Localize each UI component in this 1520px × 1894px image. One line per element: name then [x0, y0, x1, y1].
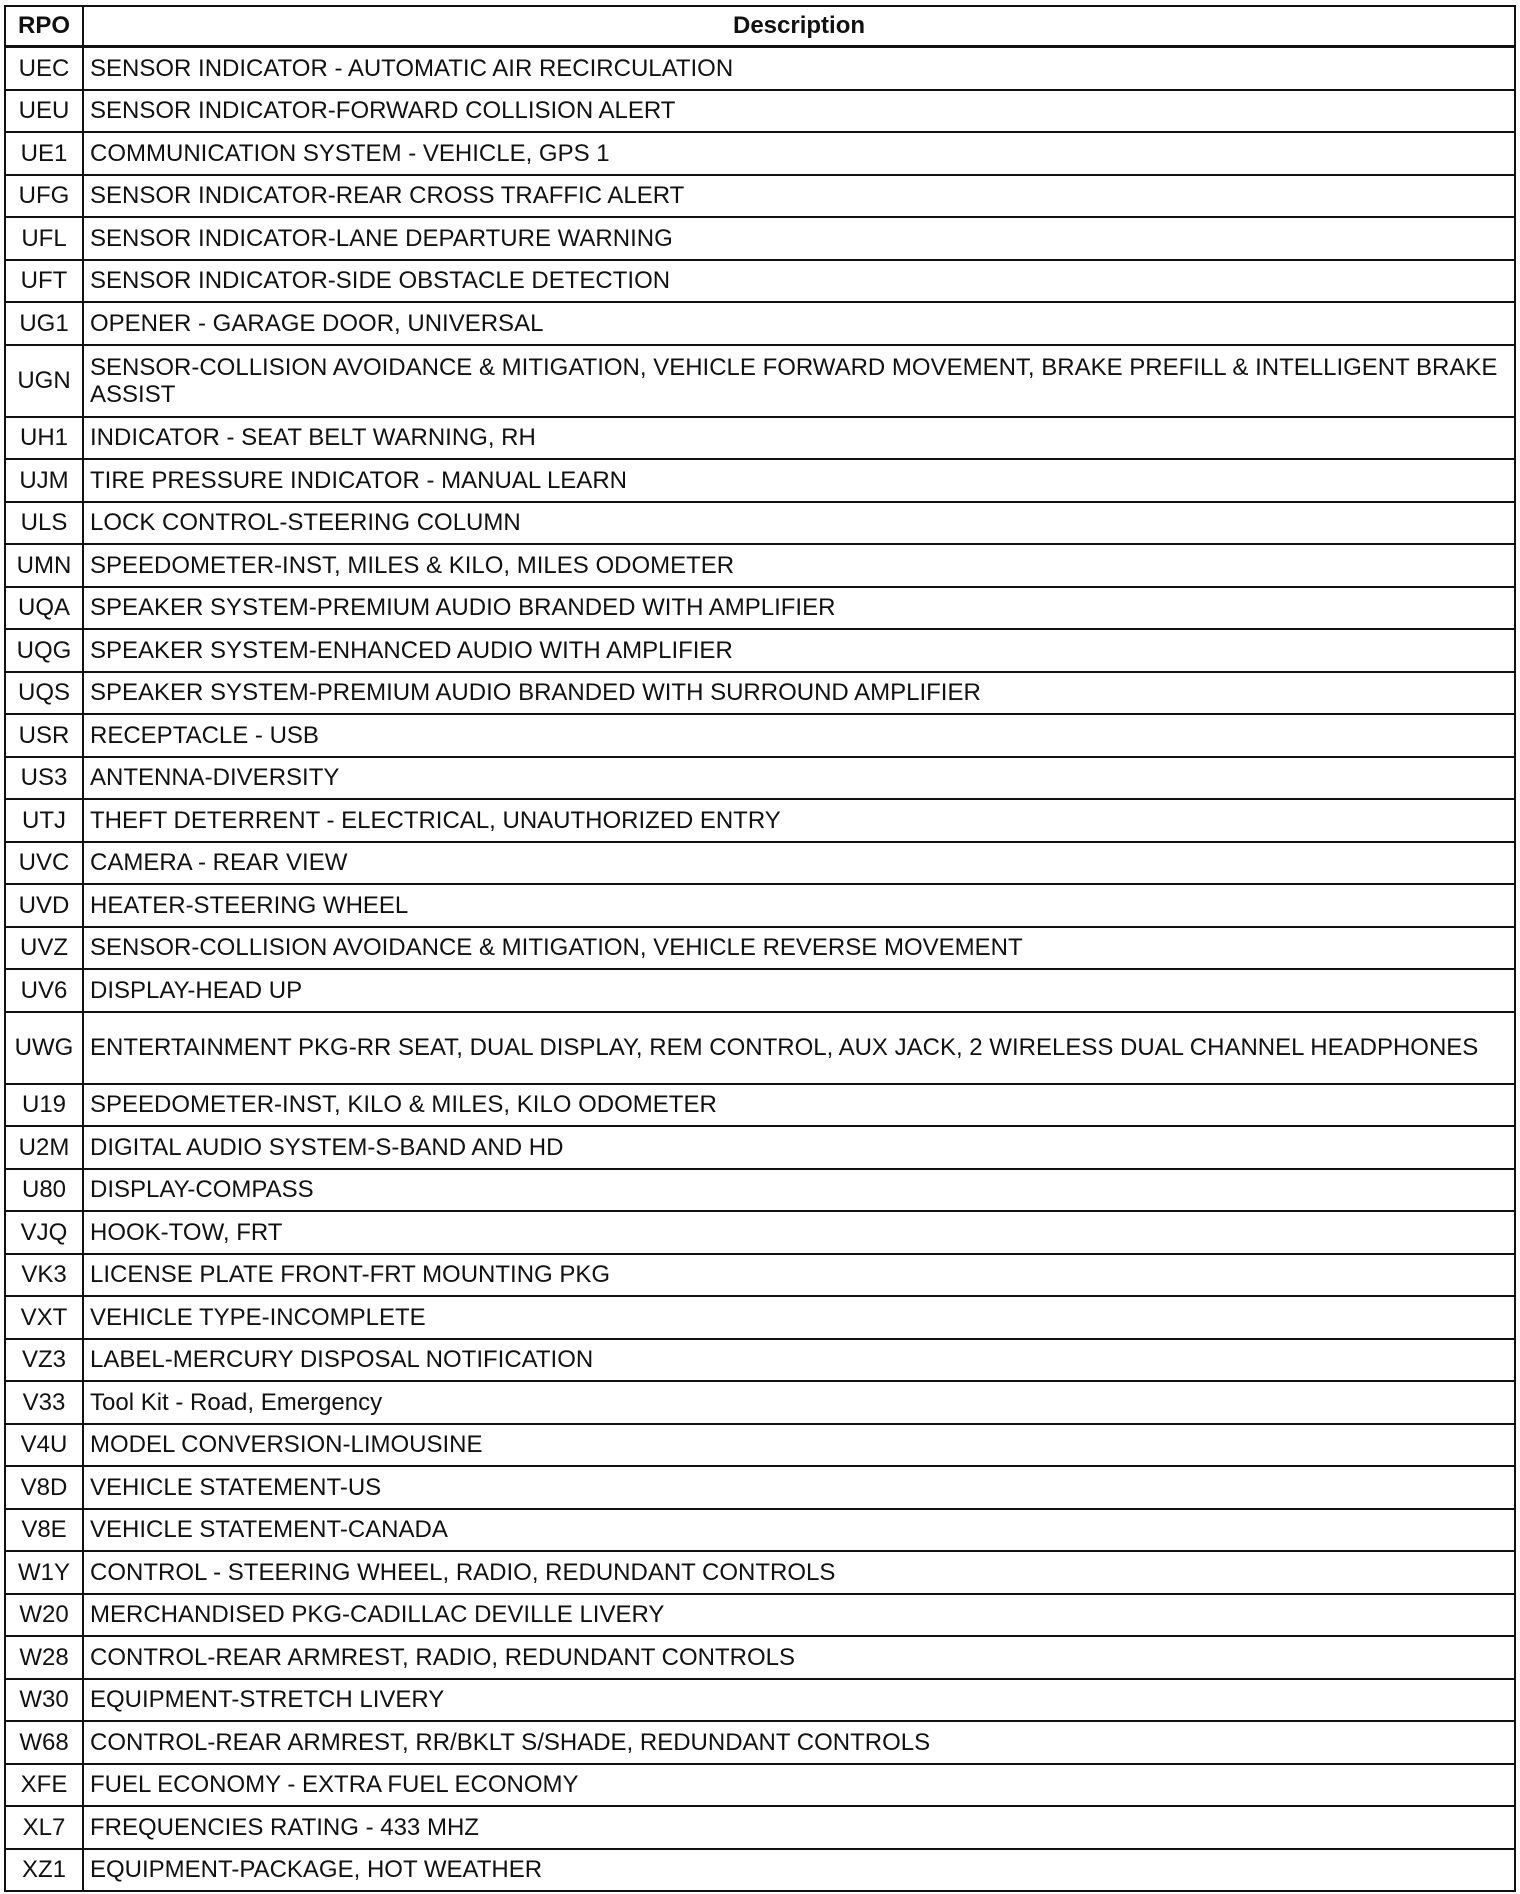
description-cell: Tool Kit - Road, Emergency: [83, 1381, 1515, 1424]
rpo-code-cell: V8D: [5, 1466, 83, 1509]
rpo-code-cell: UQA: [5, 587, 83, 630]
description-cell: SPEEDOMETER-INST, KILO & MILES, KILO ODOMETER: [83, 1084, 1515, 1127]
rpo-code-cell: UH1: [5, 417, 83, 460]
rpo-code-cell: UJM: [5, 459, 83, 502]
description-cell: SENSOR-COLLISION AVOIDANCE & MITIGATION, VEHICLE REVERSE MOVEMENT: [83, 927, 1515, 970]
table-row: [5, 1126, 1515, 1169]
description-cell: INDICATOR - SEAT BELT WARNING, RH: [83, 417, 1515, 460]
description-cell: SPEAKER SYSTEM-PREMIUM AUDIO BRANDED WITH AMPLIFIER: [83, 587, 1515, 630]
description-cell: SENSOR INDICATOR-LANE DEPARTURE WARNING: [83, 217, 1515, 260]
column-header-description: Description: [83, 6, 1515, 47]
rpo-code-cell: UQG: [5, 629, 83, 672]
table-row: [5, 629, 1515, 672]
rpo-code-cell: V4U: [5, 1424, 83, 1467]
table-row: [5, 1806, 1515, 1849]
table-row: [5, 969, 1515, 1012]
description-cell: DISPLAY-HEAD UP: [83, 969, 1515, 1012]
table-row: [5, 672, 1515, 715]
rpo-code-cell: VXT: [5, 1296, 83, 1339]
description-cell: CONTROL - STEERING WHEEL, RADIO, REDUNDANT CONTROLS: [83, 1551, 1515, 1594]
rpo-code-cell: UFT: [5, 260, 83, 303]
description-cell: RECEPTACLE - USB: [83, 714, 1515, 757]
rpo-code-cell: VK3: [5, 1254, 83, 1297]
rpo-code-cell: UTJ: [5, 799, 83, 842]
rpo-code-cell: U19: [5, 1084, 83, 1127]
table-row: [5, 714, 1515, 757]
table-row: [5, 842, 1515, 885]
description-cell: ANTENNA-DIVERSITY: [83, 757, 1515, 800]
table-row: [5, 345, 1515, 417]
description-cell: EQUIPMENT-PACKAGE, HOT WEATHER: [83, 1849, 1515, 1892]
rpo-code-cell: UE1: [5, 132, 83, 175]
table-row: [5, 1551, 1515, 1594]
description-cell: THEFT DETERRENT - ELECTRICAL, UNAUTHORIZED ENTRY: [83, 799, 1515, 842]
rpo-code-cell: V8E: [5, 1509, 83, 1552]
rpo-code-cell: W20: [5, 1594, 83, 1637]
rpo-table: [4, 5, 1516, 1892]
description-cell: ENTERTAINMENT PKG-RR SEAT, DUAL DISPLAY, REM CONTROL, AUX JACK, 2 WIRELESS DUAL CHANNEL HEADPHONES: [83, 1012, 1515, 1084]
table-row: [5, 757, 1515, 800]
table-header: [5, 6, 1515, 47]
rpo-code-cell: US3: [5, 757, 83, 800]
table-row: [5, 1012, 1515, 1084]
table-row: [5, 1679, 1515, 1722]
table-row: [5, 1296, 1515, 1339]
table-row: [5, 260, 1515, 303]
description-cell: FREQUENCIES RATING - 433 MHZ: [83, 1806, 1515, 1849]
table-row: [5, 417, 1515, 460]
description-cell: SENSOR INDICATOR-REAR CROSS TRAFFIC ALERT: [83, 175, 1515, 218]
rpo-code-cell: XZ1: [5, 1849, 83, 1892]
rpo-code-cell: UVZ: [5, 927, 83, 970]
rpo-code-cell: UFG: [5, 175, 83, 218]
rpo-code-cell: UGN: [5, 345, 83, 417]
description-cell: MERCHANDISED PKG-CADILLAC DEVILLE LIVERY: [83, 1594, 1515, 1637]
rpo-code-cell: W30: [5, 1679, 83, 1722]
description-cell: SPEAKER SYSTEM-ENHANCED AUDIO WITH AMPLIFIER: [83, 629, 1515, 672]
table-row: [5, 799, 1515, 842]
table-row: [5, 1509, 1515, 1552]
rpo-code-cell: W28: [5, 1636, 83, 1679]
rpo-code-cell: USR: [5, 714, 83, 757]
table-row: [5, 302, 1515, 345]
description-cell: LOCK CONTROL-STEERING COLUMN: [83, 502, 1515, 545]
table-row: [5, 884, 1515, 927]
description-cell: DISPLAY-COMPASS: [83, 1169, 1515, 1212]
description-cell: VEHICLE STATEMENT-CANADA: [83, 1509, 1515, 1552]
description-cell: DIGITAL AUDIO SYSTEM-S-BAND AND HD: [83, 1126, 1515, 1169]
table-row: [5, 1424, 1515, 1467]
rpo-code-cell: UEC: [5, 47, 83, 90]
description-cell: SENSOR INDICATOR - AUTOMATIC AIR RECIRCULATION: [83, 47, 1515, 90]
description-cell: LICENSE PLATE FRONT-FRT MOUNTING PKG: [83, 1254, 1515, 1297]
description-cell: MODEL CONVERSION-LIMOUSINE: [83, 1424, 1515, 1467]
rpo-code-cell: UEU: [5, 90, 83, 133]
table-row: [5, 502, 1515, 545]
description-cell: COMMUNICATION SYSTEM - VEHICLE, GPS 1: [83, 132, 1515, 175]
description-cell: OPENER - GARAGE DOOR, UNIVERSAL: [83, 302, 1515, 345]
table-row: [5, 1636, 1515, 1679]
table-row: [5, 587, 1515, 630]
table-row: [5, 47, 1515, 90]
rpo-code-cell: VZ3: [5, 1339, 83, 1382]
rpo-code-cell: UVD: [5, 884, 83, 927]
rpo-code-cell: UFL: [5, 217, 83, 260]
description-cell: CONTROL-REAR ARMREST, RR/BKLT S/SHADE, REDUNDANT CONTROLS: [83, 1721, 1515, 1764]
table-body: [5, 47, 1515, 1892]
rpo-code-cell: UG1: [5, 302, 83, 345]
table-row: [5, 1849, 1515, 1892]
table-row: [5, 1254, 1515, 1297]
rpo-code-cell: U80: [5, 1169, 83, 1212]
table-row: [5, 1466, 1515, 1509]
table-row: [5, 1594, 1515, 1637]
description-cell: FUEL ECONOMY - EXTRA FUEL ECONOMY: [83, 1764, 1515, 1807]
table-row: [5, 927, 1515, 970]
description-cell: TIRE PRESSURE INDICATOR - MANUAL LEARN: [83, 459, 1515, 502]
table-row: [5, 132, 1515, 175]
description-cell: LABEL-MERCURY DISPOSAL NOTIFICATION: [83, 1339, 1515, 1382]
rpo-code-cell: VJQ: [5, 1211, 83, 1254]
description-cell: SPEEDOMETER-INST, MILES & KILO, MILES ODOMETER: [83, 544, 1515, 587]
rpo-code-cell: XL7: [5, 1806, 83, 1849]
table-row: [5, 1339, 1515, 1382]
table-row: [5, 1764, 1515, 1807]
rpo-code-cell: XFE: [5, 1764, 83, 1807]
column-header-rpo: RPO: [5, 6, 83, 47]
description-cell: EQUIPMENT-STRETCH LIVERY: [83, 1679, 1515, 1722]
rpo-code-cell: W1Y: [5, 1551, 83, 1594]
table-row: [5, 459, 1515, 502]
description-cell: SENSOR-COLLISION AVOIDANCE & MITIGATION, VEHICLE FORWARD MOVEMENT, BRAKE PREFILL & INTELLIGENT BRAKE ASSIST: [83, 345, 1515, 417]
description-cell: SENSOR INDICATOR-FORWARD COLLISION ALERT: [83, 90, 1515, 133]
rpo-code-cell: U2M: [5, 1126, 83, 1169]
table-row: [5, 544, 1515, 587]
description-cell: CAMERA - REAR VIEW: [83, 842, 1515, 885]
table-row: [5, 1381, 1515, 1424]
table-row: [5, 175, 1515, 218]
rpo-code-cell: UMN: [5, 544, 83, 587]
description-cell: CONTROL-REAR ARMREST, RADIO, REDUNDANT CONTROLS: [83, 1636, 1515, 1679]
rpo-code-cell: V33: [5, 1381, 83, 1424]
table-row: [5, 1721, 1515, 1764]
description-cell: HOOK-TOW, FRT: [83, 1211, 1515, 1254]
rpo-code-cell: UVC: [5, 842, 83, 885]
description-cell: SENSOR INDICATOR-SIDE OBSTACLE DETECTION: [83, 260, 1515, 303]
header-row: [5, 6, 1515, 47]
table-row: [5, 1211, 1515, 1254]
table-row: [5, 1169, 1515, 1212]
rpo-code-cell: ULS: [5, 502, 83, 545]
table-row: [5, 217, 1515, 260]
rpo-code-cell: UWG: [5, 1012, 83, 1084]
rpo-code-cell: W68: [5, 1721, 83, 1764]
description-cell: VEHICLE STATEMENT-US: [83, 1466, 1515, 1509]
description-cell: SPEAKER SYSTEM-PREMIUM AUDIO BRANDED WITH SURROUND AMPLIFIER: [83, 672, 1515, 715]
table-row: [5, 1084, 1515, 1127]
description-cell: VEHICLE TYPE-INCOMPLETE: [83, 1296, 1515, 1339]
description-cell: HEATER-STEERING WHEEL: [83, 884, 1515, 927]
table-row: [5, 90, 1515, 133]
rpo-code-cell: UV6: [5, 969, 83, 1012]
rpo-code-cell: UQS: [5, 672, 83, 715]
